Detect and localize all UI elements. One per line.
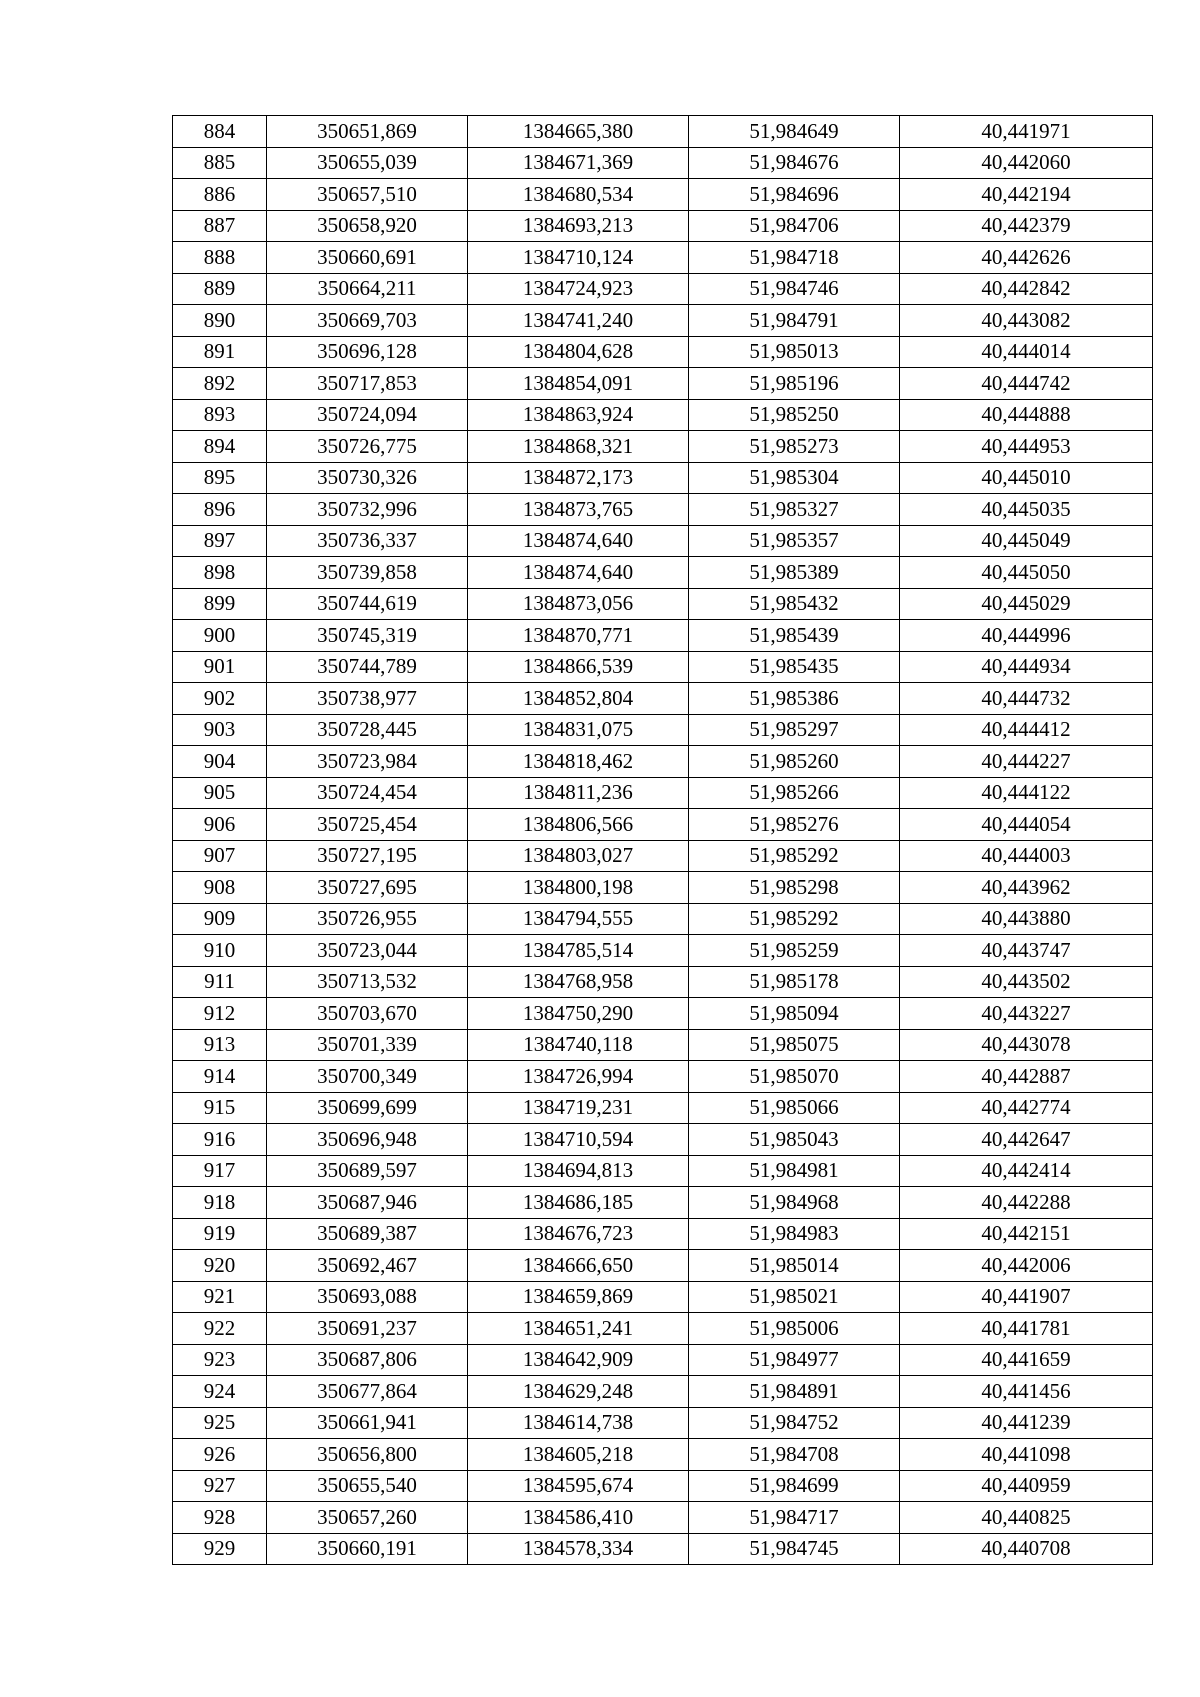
latitude-cell: 51,984983 xyxy=(689,1218,900,1250)
latitude-cell: 51,984699 xyxy=(689,1470,900,1502)
y-coordinate-cell: 1384872,173 xyxy=(468,462,689,494)
y-coordinate-cell: 1384800,198 xyxy=(468,872,689,904)
table-row xyxy=(173,525,1153,557)
y-coordinate-cell: 1384680,534 xyxy=(468,179,689,211)
x-coordinate-cell: 350655,039 xyxy=(267,147,468,179)
x-coordinate-cell: 350723,044 xyxy=(267,935,468,967)
x-coordinate-cell: 350657,510 xyxy=(267,179,468,211)
longitude-cell: 40,443747 xyxy=(900,935,1153,967)
longitude-cell: 40,442887 xyxy=(900,1061,1153,1093)
latitude-cell: 51,985439 xyxy=(689,620,900,652)
point-number-cell: 896 xyxy=(173,494,267,526)
latitude-cell: 51,984745 xyxy=(689,1533,900,1565)
table-row xyxy=(173,273,1153,305)
y-coordinate-cell: 1384726,994 xyxy=(468,1061,689,1093)
table-row xyxy=(173,809,1153,841)
x-coordinate-cell: 350657,260 xyxy=(267,1502,468,1534)
y-coordinate-cell: 1384874,640 xyxy=(468,557,689,589)
point-number-cell: 889 xyxy=(173,273,267,305)
point-number-cell: 917 xyxy=(173,1155,267,1187)
longitude-cell: 40,442060 xyxy=(900,147,1153,179)
x-coordinate-cell: 350732,996 xyxy=(267,494,468,526)
point-number-cell: 897 xyxy=(173,525,267,557)
point-number-cell: 906 xyxy=(173,809,267,841)
x-coordinate-cell: 350660,191 xyxy=(267,1533,468,1565)
y-coordinate-cell: 1384693,213 xyxy=(468,210,689,242)
latitude-cell: 51,984746 xyxy=(689,273,900,305)
x-coordinate-cell: 350730,326 xyxy=(267,462,468,494)
table-row xyxy=(173,1029,1153,1061)
longitude-cell: 40,442288 xyxy=(900,1187,1153,1219)
y-coordinate-cell: 1384694,813 xyxy=(468,1155,689,1187)
latitude-cell: 51,985432 xyxy=(689,588,900,620)
point-number-cell: 910 xyxy=(173,935,267,967)
latitude-cell: 51,985178 xyxy=(689,966,900,998)
latitude-cell: 51,985389 xyxy=(689,557,900,589)
point-number-cell: 888 xyxy=(173,242,267,274)
latitude-cell: 51,984977 xyxy=(689,1344,900,1376)
longitude-cell: 40,444054 xyxy=(900,809,1153,841)
point-number-cell: 905 xyxy=(173,777,267,809)
longitude-cell: 40,444732 xyxy=(900,683,1153,715)
longitude-cell: 40,441971 xyxy=(900,116,1153,148)
y-coordinate-cell: 1384854,091 xyxy=(468,368,689,400)
x-coordinate-cell: 350700,349 xyxy=(267,1061,468,1093)
point-number-cell: 915 xyxy=(173,1092,267,1124)
y-coordinate-cell: 1384818,462 xyxy=(468,746,689,778)
y-coordinate-cell: 1384671,369 xyxy=(468,147,689,179)
table-row xyxy=(173,777,1153,809)
table-row xyxy=(173,872,1153,904)
longitude-cell: 40,444227 xyxy=(900,746,1153,778)
x-coordinate-cell: 350693,088 xyxy=(267,1281,468,1313)
point-number-cell: 912 xyxy=(173,998,267,1030)
point-number-cell: 921 xyxy=(173,1281,267,1313)
table-row xyxy=(173,1281,1153,1313)
latitude-cell: 51,985435 xyxy=(689,651,900,683)
longitude-cell: 40,440825 xyxy=(900,1502,1153,1534)
x-coordinate-cell: 350724,454 xyxy=(267,777,468,809)
point-number-cell: 887 xyxy=(173,210,267,242)
longitude-cell: 40,443880 xyxy=(900,903,1153,935)
point-number-cell: 909 xyxy=(173,903,267,935)
point-number-cell: 891 xyxy=(173,336,267,368)
table-row xyxy=(173,399,1153,431)
y-coordinate-cell: 1384665,380 xyxy=(468,116,689,148)
table-row xyxy=(173,1155,1153,1187)
longitude-cell: 40,444003 xyxy=(900,840,1153,872)
x-coordinate-cell: 350744,619 xyxy=(267,588,468,620)
longitude-cell: 40,445010 xyxy=(900,462,1153,494)
table-row xyxy=(173,903,1153,935)
y-coordinate-cell: 1384595,674 xyxy=(468,1470,689,1502)
y-coordinate-cell: 1384785,514 xyxy=(468,935,689,967)
latitude-cell: 51,985327 xyxy=(689,494,900,526)
y-coordinate-cell: 1384710,594 xyxy=(468,1124,689,1156)
latitude-cell: 51,985260 xyxy=(689,746,900,778)
longitude-cell: 40,444412 xyxy=(900,714,1153,746)
x-coordinate-cell: 350727,195 xyxy=(267,840,468,872)
longitude-cell: 40,440708 xyxy=(900,1533,1153,1565)
longitude-cell: 40,442842 xyxy=(900,273,1153,305)
point-number-cell: 929 xyxy=(173,1533,267,1565)
y-coordinate-cell: 1384873,056 xyxy=(468,588,689,620)
point-number-cell: 890 xyxy=(173,305,267,337)
table-row xyxy=(173,1376,1153,1408)
longitude-cell: 40,441907 xyxy=(900,1281,1153,1313)
x-coordinate-cell: 350664,211 xyxy=(267,273,468,305)
latitude-cell: 51,985006 xyxy=(689,1313,900,1345)
point-number-cell: 907 xyxy=(173,840,267,872)
x-coordinate-cell: 350725,454 xyxy=(267,809,468,841)
table-row xyxy=(173,1187,1153,1219)
y-coordinate-cell: 1384686,185 xyxy=(468,1187,689,1219)
latitude-cell: 51,984891 xyxy=(689,1376,900,1408)
x-coordinate-cell: 350687,806 xyxy=(267,1344,468,1376)
x-coordinate-cell: 350689,597 xyxy=(267,1155,468,1187)
longitude-cell: 40,444122 xyxy=(900,777,1153,809)
point-number-cell: 898 xyxy=(173,557,267,589)
y-coordinate-cell: 1384863,924 xyxy=(468,399,689,431)
point-number-cell: 924 xyxy=(173,1376,267,1408)
point-number-cell: 913 xyxy=(173,1029,267,1061)
x-coordinate-cell: 350726,775 xyxy=(267,431,468,463)
table-row xyxy=(173,368,1153,400)
y-coordinate-cell: 1384666,650 xyxy=(468,1250,689,1282)
longitude-cell: 40,440959 xyxy=(900,1470,1153,1502)
latitude-cell: 51,985297 xyxy=(689,714,900,746)
longitude-cell: 40,441659 xyxy=(900,1344,1153,1376)
latitude-cell: 51,984717 xyxy=(689,1502,900,1534)
latitude-cell: 51,985292 xyxy=(689,840,900,872)
latitude-cell: 51,984981 xyxy=(689,1155,900,1187)
y-coordinate-cell: 1384804,628 xyxy=(468,336,689,368)
longitude-cell: 40,444014 xyxy=(900,336,1153,368)
y-coordinate-cell: 1384794,555 xyxy=(468,903,689,935)
table-row xyxy=(173,179,1153,211)
table-row xyxy=(173,462,1153,494)
point-number-cell: 885 xyxy=(173,147,267,179)
latitude-cell: 51,984676 xyxy=(689,147,900,179)
table-row xyxy=(173,683,1153,715)
longitude-cell: 40,445050 xyxy=(900,557,1153,589)
table-row xyxy=(173,998,1153,1030)
table-row xyxy=(173,840,1153,872)
latitude-cell: 51,984706 xyxy=(689,210,900,242)
y-coordinate-cell: 1384741,240 xyxy=(468,305,689,337)
x-coordinate-cell: 350717,853 xyxy=(267,368,468,400)
latitude-cell: 51,985014 xyxy=(689,1250,900,1282)
table-row xyxy=(173,746,1153,778)
table-row xyxy=(173,210,1153,242)
x-coordinate-cell: 350744,789 xyxy=(267,651,468,683)
latitude-cell: 51,985013 xyxy=(689,336,900,368)
table-row xyxy=(173,147,1153,179)
y-coordinate-cell: 1384676,723 xyxy=(468,1218,689,1250)
table-row xyxy=(173,1407,1153,1439)
longitude-cell: 40,444953 xyxy=(900,431,1153,463)
point-number-cell: 892 xyxy=(173,368,267,400)
latitude-cell: 51,985357 xyxy=(689,525,900,557)
table-row xyxy=(173,1344,1153,1376)
table-row xyxy=(173,714,1153,746)
point-number-cell: 908 xyxy=(173,872,267,904)
table-row xyxy=(173,1313,1153,1345)
x-coordinate-cell: 350692,467 xyxy=(267,1250,468,1282)
table-row xyxy=(173,1061,1153,1093)
latitude-cell: 51,985021 xyxy=(689,1281,900,1313)
y-coordinate-cell: 1384724,923 xyxy=(468,273,689,305)
longitude-cell: 40,444934 xyxy=(900,651,1153,683)
longitude-cell: 40,442379 xyxy=(900,210,1153,242)
table-row xyxy=(173,1250,1153,1282)
point-number-cell: 927 xyxy=(173,1470,267,1502)
y-coordinate-cell: 1384651,241 xyxy=(468,1313,689,1345)
latitude-cell: 51,984718 xyxy=(689,242,900,274)
latitude-cell: 51,985196 xyxy=(689,368,900,400)
y-coordinate-cell: 1384605,218 xyxy=(468,1439,689,1471)
latitude-cell: 51,985250 xyxy=(689,399,900,431)
table-row xyxy=(173,305,1153,337)
x-coordinate-cell: 350696,948 xyxy=(267,1124,468,1156)
point-number-cell: 919 xyxy=(173,1218,267,1250)
longitude-cell: 40,445035 xyxy=(900,494,1153,526)
table-row xyxy=(173,336,1153,368)
point-number-cell: 901 xyxy=(173,651,267,683)
y-coordinate-cell: 1384768,958 xyxy=(468,966,689,998)
table-row xyxy=(173,588,1153,620)
table-row xyxy=(173,620,1153,652)
latitude-cell: 51,984649 xyxy=(689,116,900,148)
latitude-cell: 51,985066 xyxy=(689,1092,900,1124)
longitude-cell: 40,442774 xyxy=(900,1092,1153,1124)
x-coordinate-cell: 350713,532 xyxy=(267,966,468,998)
point-number-cell: 928 xyxy=(173,1502,267,1534)
latitude-cell: 51,985094 xyxy=(689,998,900,1030)
longitude-cell: 40,442006 xyxy=(900,1250,1153,1282)
x-coordinate-cell: 350727,695 xyxy=(267,872,468,904)
x-coordinate-cell: 350724,094 xyxy=(267,399,468,431)
point-number-cell: 914 xyxy=(173,1061,267,1093)
y-coordinate-cell: 1384806,566 xyxy=(468,809,689,841)
longitude-cell: 40,444996 xyxy=(900,620,1153,652)
x-coordinate-cell: 350689,387 xyxy=(267,1218,468,1250)
longitude-cell: 40,442151 xyxy=(900,1218,1153,1250)
x-coordinate-cell: 350691,237 xyxy=(267,1313,468,1345)
point-number-cell: 895 xyxy=(173,462,267,494)
y-coordinate-cell: 1384873,765 xyxy=(468,494,689,526)
x-coordinate-cell: 350669,703 xyxy=(267,305,468,337)
x-coordinate-cell: 350655,540 xyxy=(267,1470,468,1502)
coordinates-table-body xyxy=(173,116,1153,1565)
y-coordinate-cell: 1384659,869 xyxy=(468,1281,689,1313)
latitude-cell: 51,984696 xyxy=(689,179,900,211)
y-coordinate-cell: 1384852,804 xyxy=(468,683,689,715)
x-coordinate-cell: 350738,977 xyxy=(267,683,468,715)
latitude-cell: 51,985075 xyxy=(689,1029,900,1061)
y-coordinate-cell: 1384866,539 xyxy=(468,651,689,683)
y-coordinate-cell: 1384750,290 xyxy=(468,998,689,1030)
longitude-cell: 40,444742 xyxy=(900,368,1153,400)
x-coordinate-cell: 350661,941 xyxy=(267,1407,468,1439)
longitude-cell: 40,445029 xyxy=(900,588,1153,620)
latitude-cell: 51,984708 xyxy=(689,1439,900,1471)
point-number-cell: 904 xyxy=(173,746,267,778)
table-row xyxy=(173,651,1153,683)
point-number-cell: 900 xyxy=(173,620,267,652)
latitude-cell: 51,985304 xyxy=(689,462,900,494)
x-coordinate-cell: 350703,670 xyxy=(267,998,468,1030)
point-number-cell: 926 xyxy=(173,1439,267,1471)
point-number-cell: 886 xyxy=(173,179,267,211)
longitude-cell: 40,441239 xyxy=(900,1407,1153,1439)
longitude-cell: 40,444888 xyxy=(900,399,1153,431)
x-coordinate-cell: 350677,864 xyxy=(267,1376,468,1408)
table-row xyxy=(173,935,1153,967)
x-coordinate-cell: 350745,319 xyxy=(267,620,468,652)
point-number-cell: 903 xyxy=(173,714,267,746)
point-number-cell: 916 xyxy=(173,1124,267,1156)
latitude-cell: 51,984791 xyxy=(689,305,900,337)
x-coordinate-cell: 350660,691 xyxy=(267,242,468,274)
table-row xyxy=(173,116,1153,148)
x-coordinate-cell: 350651,869 xyxy=(267,116,468,148)
point-number-cell: 925 xyxy=(173,1407,267,1439)
point-number-cell: 893 xyxy=(173,399,267,431)
x-coordinate-cell: 350701,339 xyxy=(267,1029,468,1061)
longitude-cell: 40,443082 xyxy=(900,305,1153,337)
x-coordinate-cell: 350658,920 xyxy=(267,210,468,242)
x-coordinate-cell: 350723,984 xyxy=(267,746,468,778)
y-coordinate-cell: 1384586,410 xyxy=(468,1502,689,1534)
x-coordinate-cell: 350696,128 xyxy=(267,336,468,368)
longitude-cell: 40,441098 xyxy=(900,1439,1153,1471)
x-coordinate-cell: 350728,445 xyxy=(267,714,468,746)
longitude-cell: 40,441456 xyxy=(900,1376,1153,1408)
latitude-cell: 51,984752 xyxy=(689,1407,900,1439)
point-number-cell: 920 xyxy=(173,1250,267,1282)
latitude-cell: 51,984968 xyxy=(689,1187,900,1219)
latitude-cell: 51,985266 xyxy=(689,777,900,809)
y-coordinate-cell: 1384710,124 xyxy=(468,242,689,274)
point-number-cell: 899 xyxy=(173,588,267,620)
longitude-cell: 40,442414 xyxy=(900,1155,1153,1187)
point-number-cell: 884 xyxy=(173,116,267,148)
table-row xyxy=(173,1533,1153,1565)
x-coordinate-cell: 350656,800 xyxy=(267,1439,468,1471)
longitude-cell: 40,443502 xyxy=(900,966,1153,998)
y-coordinate-cell: 1384803,027 xyxy=(468,840,689,872)
table-row xyxy=(173,1470,1153,1502)
x-coordinate-cell: 350739,858 xyxy=(267,557,468,589)
y-coordinate-cell: 1384740,118 xyxy=(468,1029,689,1061)
latitude-cell: 51,985386 xyxy=(689,683,900,715)
x-coordinate-cell: 350736,337 xyxy=(267,525,468,557)
table-row xyxy=(173,1439,1153,1471)
y-coordinate-cell: 1384578,334 xyxy=(468,1533,689,1565)
longitude-cell: 40,442647 xyxy=(900,1124,1153,1156)
point-number-cell: 894 xyxy=(173,431,267,463)
longitude-cell: 40,443078 xyxy=(900,1029,1153,1061)
table-row xyxy=(173,431,1153,463)
x-coordinate-cell: 350699,699 xyxy=(267,1092,468,1124)
table-row xyxy=(173,1502,1153,1534)
y-coordinate-cell: 1384614,738 xyxy=(468,1407,689,1439)
point-number-cell: 911 xyxy=(173,966,267,998)
latitude-cell: 51,985043 xyxy=(689,1124,900,1156)
x-coordinate-cell: 350687,946 xyxy=(267,1187,468,1219)
y-coordinate-cell: 1384811,236 xyxy=(468,777,689,809)
latitude-cell: 51,985259 xyxy=(689,935,900,967)
table-row xyxy=(173,494,1153,526)
latitude-cell: 51,985070 xyxy=(689,1061,900,1093)
y-coordinate-cell: 1384874,640 xyxy=(468,525,689,557)
point-number-cell: 902 xyxy=(173,683,267,715)
table-row xyxy=(173,1218,1153,1250)
table-row xyxy=(173,966,1153,998)
longitude-cell: 40,443962 xyxy=(900,872,1153,904)
table-row xyxy=(173,557,1153,589)
y-coordinate-cell: 1384868,321 xyxy=(468,431,689,463)
y-coordinate-cell: 1384719,231 xyxy=(468,1092,689,1124)
table-row xyxy=(173,1124,1153,1156)
table-row xyxy=(173,242,1153,274)
latitude-cell: 51,985273 xyxy=(689,431,900,463)
y-coordinate-cell: 1384831,075 xyxy=(468,714,689,746)
x-coordinate-cell: 350726,955 xyxy=(267,903,468,935)
point-number-cell: 923 xyxy=(173,1344,267,1376)
longitude-cell: 40,441781 xyxy=(900,1313,1153,1345)
latitude-cell: 51,985292 xyxy=(689,903,900,935)
longitude-cell: 40,445049 xyxy=(900,525,1153,557)
y-coordinate-cell: 1384642,909 xyxy=(468,1344,689,1376)
longitude-cell: 40,443227 xyxy=(900,998,1153,1030)
longitude-cell: 40,442626 xyxy=(900,242,1153,274)
longitude-cell: 40,442194 xyxy=(900,179,1153,211)
point-number-cell: 918 xyxy=(173,1187,267,1219)
y-coordinate-cell: 1384629,248 xyxy=(468,1376,689,1408)
latitude-cell: 51,985276 xyxy=(689,809,900,841)
point-number-cell: 922 xyxy=(173,1313,267,1345)
coordinates-table xyxy=(172,115,1153,1565)
latitude-cell: 51,985298 xyxy=(689,872,900,904)
table-row xyxy=(173,1092,1153,1124)
y-coordinate-cell: 1384870,771 xyxy=(468,620,689,652)
